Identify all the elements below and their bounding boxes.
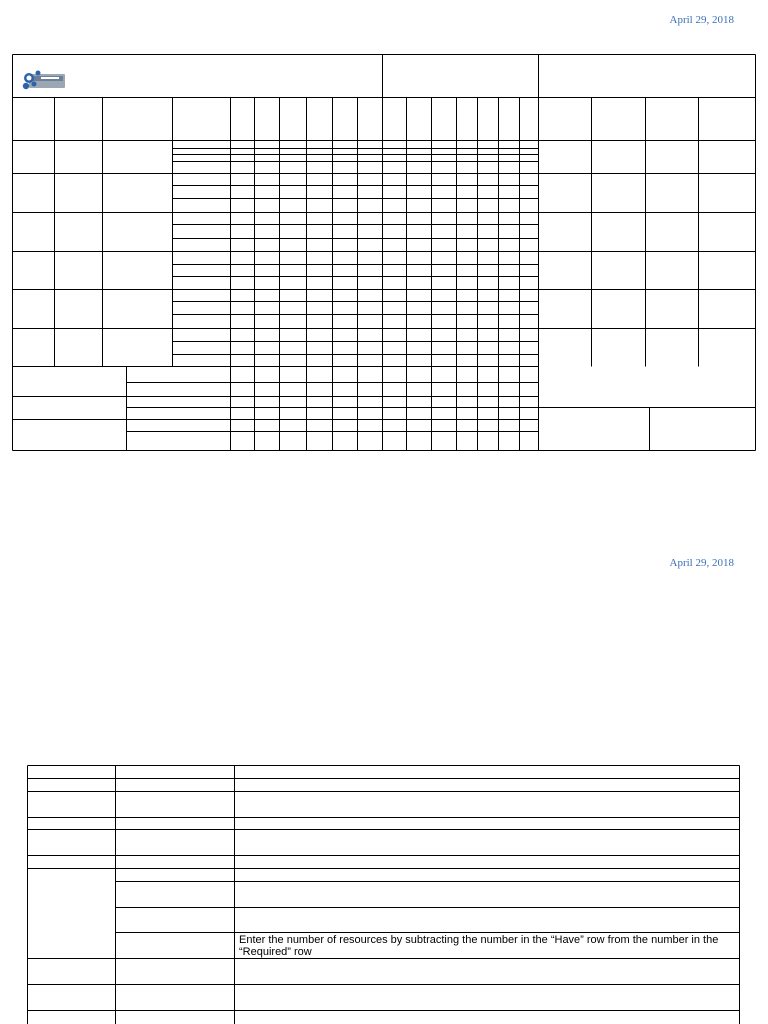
- page1-date: April 29, 2018: [669, 14, 734, 26]
- page2-date: April 29, 2018: [669, 557, 734, 569]
- resources-instruction-text: Enter the number of resources by subtracting the number in the “Have” row from the number in the “Required” row: [239, 934, 719, 958]
- instructions-table: [0, 760, 768, 1024]
- resource-planning-table: [0, 0, 768, 460]
